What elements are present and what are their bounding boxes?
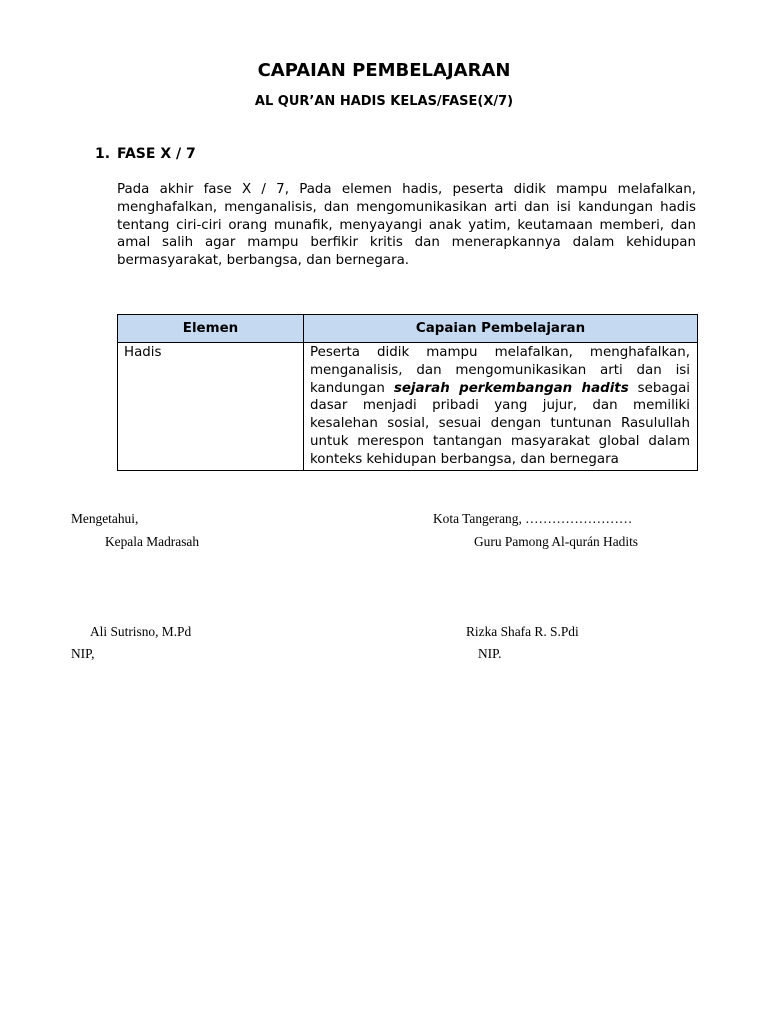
table-cell-elemen: Hadis xyxy=(118,343,304,471)
left-signer-role: Kepala Madrasah xyxy=(105,534,200,549)
document-subtitle: AL QUR’AN HADIS KELAS/FASE(X/7) xyxy=(254,94,514,109)
capaian-text-emphasis: sejarah perkembangan hadits xyxy=(393,380,629,396)
left-signer-name: Ali Sutrisno, M.Pd xyxy=(90,624,192,639)
section-heading-text: FASE X / 7 xyxy=(117,146,196,162)
section-paragraph: Pada akhir fase X / 7, Pada elemen hadis, peserta didik mampu melafalkan, menghafalkan, menganalisis, dan mengomunikasikan arti dan isi kandungan hadis tentang ciri-ciri orang munafik, menyayangi anak yatim, keutamaan memberi, dan amal salih agar mampu berfikir kritis dan menerapkannya dalam kehidupan bermasyarakat, berbangsa, dan bernegara. xyxy=(117,182,696,269)
left-signer-nip: NIP, xyxy=(71,646,95,661)
section-heading xyxy=(95,146,196,162)
right-signer-role: Guru Pamong Al-qurán Hadits xyxy=(474,534,639,549)
right-place-date: Kota Tangerang, …………………… xyxy=(433,511,633,526)
learning-outcomes-table xyxy=(117,314,698,471)
right-signer-nip: NIP. xyxy=(478,646,502,661)
table-header-elemen: Elemen xyxy=(118,315,304,343)
left-acknowledged-label: Mengetahui, xyxy=(71,511,139,526)
table-header-capaian: Capaian Pembelajaran xyxy=(304,315,698,343)
right-signer-name: Rizka Shafa R. S.Pdi xyxy=(466,624,579,639)
table-header-row xyxy=(118,315,698,343)
document-title: CAPAIAN PEMBELAJARAN xyxy=(257,60,511,81)
capaian-text-after: sebagai dasar menjadi pribadi yang jujur, dan memiliki kesalehan sosial, sesuai dengan tuntunan Rasulullah untuk merespon tantangan masyarakat global dalam konteks kehidupan berbangsa, dan bernegara xyxy=(310,380,691,467)
capaian-text-before: Peserta didik mampu melafalkan, menghafalkan, menganalisis, dan mengomunikasikan arti dan isi kandungan xyxy=(310,345,690,396)
section-number: 1. xyxy=(95,146,111,162)
table-cell-capaian xyxy=(304,343,698,471)
table-row xyxy=(118,343,698,471)
